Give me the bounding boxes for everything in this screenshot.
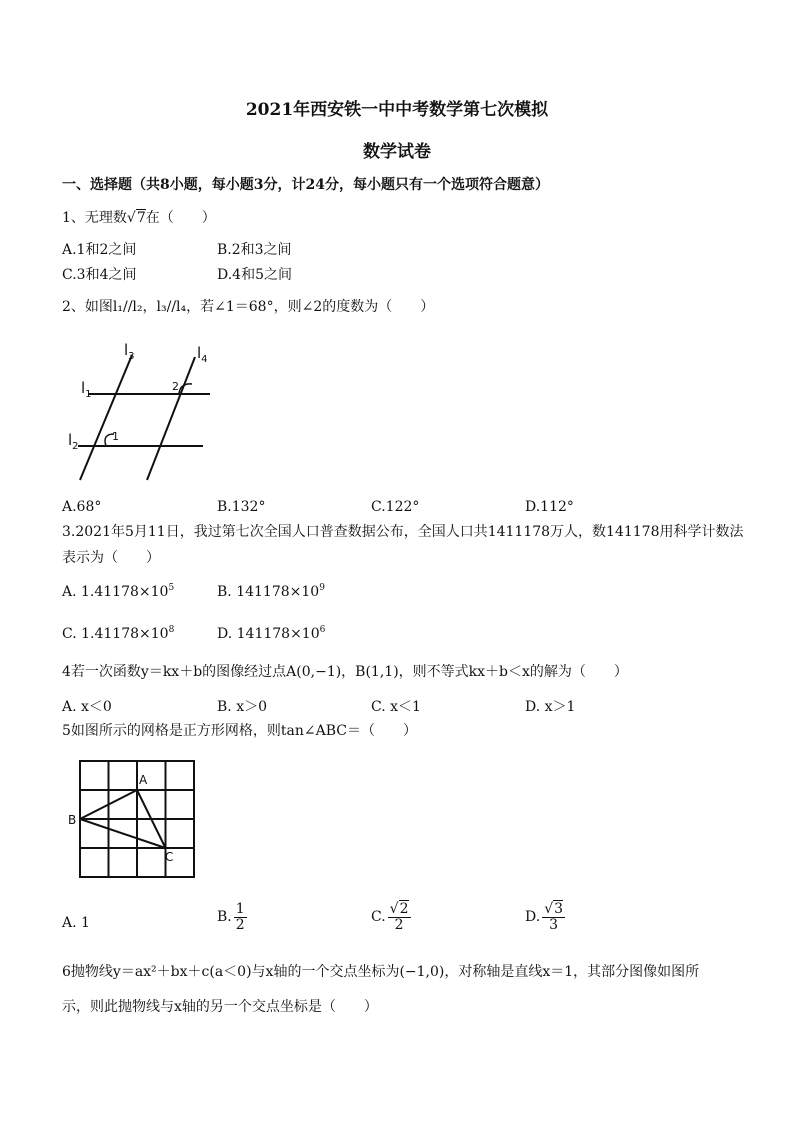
fraction-root3-over-3: $\frac{√3}{3}$ — [544, 901, 564, 933]
q2-option-c: C.122° — [371, 499, 420, 515]
q5-option-a: A. 1 — [62, 915, 90, 931]
q3-option-c-exponent: 8 — [168, 625, 175, 635]
question-3-line-1: 3.2021年5月11日，我过第七次全国人口普查数据公布，全国人口共1411178万人，数141178用科学计数法 — [62, 524, 744, 540]
label-l3: $l_3$ — [124, 341, 135, 362]
question-1-suffix: 在（ ） — [145, 210, 216, 226]
q3-option-d-exponent: 6 — [319, 625, 326, 635]
label-l2: $l_2$ — [68, 431, 79, 452]
label-l4: $l_4$ — [197, 344, 208, 365]
question-6-line-1: 6抛物线y＝ax²＋bx＋c(a＜0)与x轴的一个交点坐标为(−1,0)，对称轴是直线x＝1，其部分图像如图所 — [62, 964, 700, 980]
question-3-line-2: 表示为（ ） — [62, 550, 160, 566]
q3-option-c: C. $1.41178\times 10^8$ — [62, 625, 175, 642]
question-1-radicand: 7 — [136, 210, 146, 226]
fraction-root2-over-2: $\frac{√2}{2}$ — [389, 901, 409, 933]
question-4: 4若一次函数y＝kx＋b的图像经过点A(0,−1)，B(1,1)，则不等式kx＋b＜x的解为（ ） — [62, 664, 628, 680]
question-5: 5如图所示的网格是正方形网格，则tan∠ABC＝（ ） — [62, 723, 417, 739]
q3-option-b: B. $141178\times 10^9$ — [217, 583, 325, 600]
q2-option-b: B.132° — [217, 499, 266, 515]
parallel-lines-figure — [60, 335, 230, 495]
q1-option-b: B.2和3之间 — [217, 242, 292, 258]
page-title: 2021年西安铁一中中考数学第七次模拟 — [245, 100, 549, 120]
q5-option-b: B. $\frac{1}{2}$ — [217, 901, 245, 933]
label-angle-1: 1 — [112, 430, 119, 443]
point-label-C: C — [165, 850, 174, 864]
fraction-one-half: $\frac{1}{2}$ — [235, 901, 245, 933]
point-label-B: B — [68, 813, 77, 827]
point-label-A: A — [139, 773, 148, 787]
line-l3 — [80, 355, 132, 480]
label-l1: $l_1$ — [81, 379, 92, 400]
square-grid-figure — [66, 757, 200, 881]
q2-option-a: A.68° — [62, 499, 102, 515]
q4-option-d: D. x＞1 — [525, 699, 576, 715]
line-l4 — [147, 357, 195, 480]
q4-option-c: C. x＜1 — [371, 699, 421, 715]
q4-option-a: A. x＜0 — [62, 699, 112, 715]
q1-option-a: A.1和2之间 — [62, 242, 137, 258]
label-angle-2: 2 — [172, 380, 179, 393]
question-1-prefix: 1、无理数 — [62, 210, 127, 226]
q3-option-d: D. $141178\times 10^6$ — [217, 625, 326, 642]
q5-option-d: D. $\frac{√3}{3}$ — [525, 901, 564, 933]
sqrt-sign: √ — [126, 210, 136, 226]
q2-option-d: D.112° — [525, 499, 574, 515]
q1-option-c: C.3和4之间 — [62, 267, 137, 283]
q5-option-c: C. $\frac{√2}{2}$ — [371, 901, 409, 933]
section-heading: 一、选择题（共8小题，每小题3分，计24分，每小题只有一个选项符合题意） — [62, 177, 549, 193]
q3-option-b-exponent: 9 — [319, 583, 325, 593]
q3-option-a: A. $1.41178\times 10^5$ — [62, 583, 175, 600]
q4-option-b: B. x＞0 — [217, 699, 267, 715]
question-6-line-2: 示，则此抛物线与x轴的另一个交点坐标是（ ） — [62, 999, 378, 1015]
q3-option-a-exponent: 5 — [168, 583, 175, 593]
page-subtitle: 数学试卷 — [363, 142, 431, 162]
q1-option-d: D.4和5之间 — [217, 267, 292, 283]
question-2: 2、如图l₁//l₂，l₃//l₄，若∠1＝68°，则∠2的度数为（ ） — [62, 299, 435, 315]
question-1 — [62, 209, 216, 227]
